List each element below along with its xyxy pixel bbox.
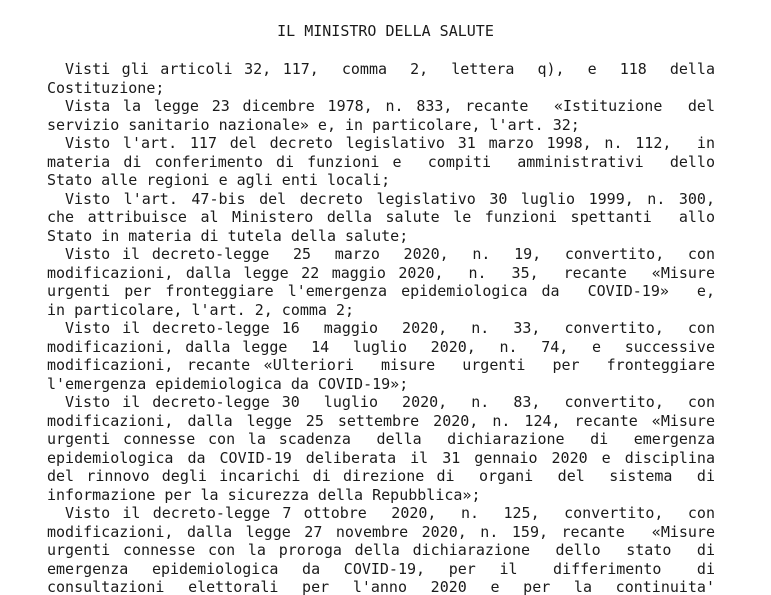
text-line: modificazioni, recante «Ulteriori misure urgenti per fronteggiare [47, 356, 715, 374]
text-line: informazione per la sicurezza della Repubblica»; [47, 485, 481, 504]
text-line: Visto l'art. 47-bis del decreto legislativo 30 luglio 1999, n. 300, [65, 189, 715, 208]
text-line: modificazioni, dalla legge 27 novembre 2020, n. 159, recante «Misure [47, 522, 715, 541]
text-line: Stato in materia di tutela della salute; [47, 226, 409, 245]
text-line: urgenti connesse con la scadenza della dichiarazione di emergenza [47, 430, 715, 448]
text-line: che attribuisce al Ministero della salute le funzioni spettanti allo [47, 208, 715, 226]
text-line: Visto il decreto-legge 25 marzo 2020, n. 19, convertito, con [65, 245, 715, 263]
text-line: Stato alle regioni e agli enti locali; [47, 171, 391, 189]
text-line: modificazioni, dalla legge 22 maggio 2020, n. 35, recante «Misure [47, 263, 715, 282]
text-line: Visto l'art. 117 del decreto legislativo 31 marzo 1998, n. 112, in [65, 134, 715, 152]
text-line: Visto il decreto-legge 30 luglio 2020, n. 83, convertito, con [65, 393, 715, 411]
text-line: Vista la legge 23 dicembre 1978, n. 833, recante «Istituzione del [65, 97, 715, 115]
text-line: consultazioni elettorali per l'anno 2020 e per la continuita' [47, 578, 715, 595]
text-line: Visto il decreto-legge 16 maggio 2020, n. 33, convertito, con [65, 319, 715, 337]
text-line: Visti gli articoli 32, 117, comma 2, lettera q), e 118 della [65, 60, 715, 78]
text-line: emergenza epidemiologica da COVID-19, per il differimento di [47, 559, 715, 578]
text-line: urgenti connesse con la proroga della dichiarazione dello stato di [47, 541, 715, 559]
text-line: modificazioni, dalla legge 14 luglio 2020, n. 74, e successive [47, 337, 715, 356]
text-line: in particolare, l'art. 2, comma 2; [47, 300, 355, 319]
text-line: epidemiologica da COVID-19 deliberata il 31 gennaio 2020 e disciplina [47, 448, 715, 467]
text-line: Costituzione; [47, 78, 165, 97]
text-line: l'emergenza epidemiologica da COVID-19»; [47, 374, 409, 393]
text-line: servizio sanitario nazionale» e, in particolare, l'art. 32; [47, 115, 580, 134]
document-body [47, 60, 715, 595]
document-title: IL MINISTRO DELLA SALUTE [277, 22, 494, 40]
text-line: materia di conferimento di funzioni e compiti amministrativi dello [47, 152, 715, 171]
text-line: modificazioni, dalla legge 25 settembre 2020, n. 124, recante «Misure [47, 411, 715, 430]
text-line: Visto il decreto-legge 7 ottobre 2020, n. 125, convertito, con [65, 504, 715, 522]
text-line: urgenti per fronteggiare l'emergenza epidemiologica da COVID-19» e, [47, 282, 715, 300]
text-line: del rinnovo degli incarichi di direzione di organi del sistema di [47, 467, 715, 485]
